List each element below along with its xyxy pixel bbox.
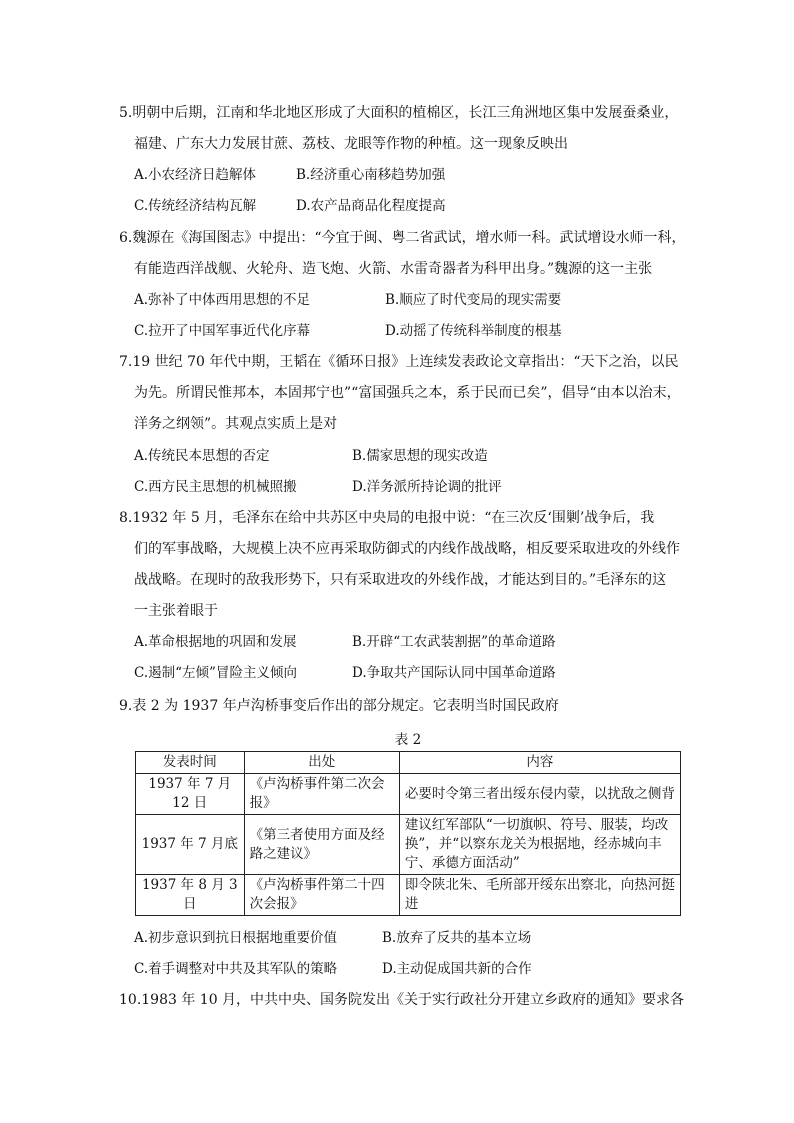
q9-stem-line-1: 9.表 2 为 1937 年卢沟桥事变后作出的部分规定。它表明当时国民政府 (119, 698, 559, 714)
q6-option-b: B.顺应了时代变局的现实需要 (385, 292, 562, 308)
q8-option-a: A.革命根据地的巩固和发展 (134, 634, 297, 650)
table-header-row (136, 752, 681, 774)
q8-stem-line-3: 战战略。在现时的敌我形势下，只有采取进攻的外线作战，才能达到目的。”毛泽东的这 (134, 572, 667, 588)
q8-option-c: C.遏制“左倾”冒险主义倾向 (134, 665, 297, 681)
cell-source: 《卢沟桥事件第二十四次会报》 (244, 875, 399, 916)
q8-stem-line-1: 8.1932 年 5 月，毛泽东在给中共苏区中央局的电报中说：“在三次反‘围剿’战争后，我 (119, 510, 655, 526)
q5-option-a: A.小农经济日趋解体 (134, 167, 257, 183)
table-row (136, 815, 681, 875)
cell-date: 1937 年 7 月 12 日 (136, 774, 245, 815)
q8-option-d: D.争取共产国际认同中国革命道路 (352, 665, 556, 681)
q7-option-b: B.儒家思想的现实改造 (352, 448, 488, 464)
q6-stem-line-1: 6.魏源在《海国图志》中提出：“今宜于闽、粤二省武试，增水师一科。武试增设水师一科， (119, 230, 686, 246)
table-caption: 表 2 (394, 732, 422, 748)
q5-option-b: B.经济重心南移趋势加强 (296, 167, 446, 183)
q5-option-c: C.传统经济结构瓦解 (134, 198, 257, 214)
q9-option-a: A.初步意识到抗日根据地重要价值 (134, 930, 338, 946)
q7-option-c: C.西方民主思想的机械照搬 (134, 479, 297, 495)
q9-option-d: D.主动促成国共新的合作 (382, 961, 532, 977)
q10-stem-line-1: 10.1983 年 10 月，中共中央、国务院发出《关于实行政社分开建立乡政府的通知》要求各 (119, 992, 685, 1008)
header-source: 出处 (244, 752, 399, 774)
q5-stem-line-1: 5.明朝中后期，江南和华北地区形成了大面积的植棉区，长江三角洲地区集中发展蚕桑业， (119, 105, 679, 121)
q9-option-c: C.着手调整对中共及其军队的策略 (134, 961, 338, 977)
q6-option-c: C.拉开了中国军事近代化序幕 (134, 323, 311, 339)
cell-content: 必要时令第三者出绥东侵内蒙，以扰敌之侧背 (399, 774, 680, 815)
header-date: 发表时间 (136, 752, 245, 774)
q6-option-a: A.弥补了中体西用思想的不足 (134, 292, 311, 308)
q7-option-a: A.传统民本思想的否定 (134, 448, 270, 464)
q5-stem-line-2: 福建、广东大力发展甘蔗、荔枝、龙眼等作物的种植。这一现象反映出 (134, 136, 568, 152)
table-row (136, 875, 681, 916)
q7-stem-line-3: 洋务之纲领”。其观点实质上是对 (134, 416, 338, 432)
q7-stem-line-1: 7.19 世纪 70 年代中期，王韬在《循环日报》上连续发表政论文章指出：“天下之治，以民 (119, 354, 679, 370)
cell-date: 1937 年 8 月 3 日 (136, 875, 245, 916)
q6-option-d: D.动摇了传统科举制度的根基 (385, 323, 562, 339)
cell-content: 建议红军部队“一切旗帜、符号、服装，均改换”，并“以察东龙关为根据地，经赤城向丰宁、承德方面活动” (399, 815, 680, 875)
q5-option-d: D.农产品商品化程度提高 (296, 198, 446, 214)
header-content: 内容 (399, 752, 680, 774)
q8-option-b: B.开辟“工农武装割据”的革命道路 (352, 634, 556, 650)
q8-stem-line-2: 们的军事战略，大规模上决不应再采取防御式的内线作战战略，相反要采取进攻的外线作 (134, 541, 680, 557)
q8-stem-line-4: 一主张着眼于 (134, 603, 218, 619)
cell-date: 1937 年 7 月底 (136, 815, 245, 875)
q6-stem-line-2: 有能造西洋战舰、火轮舟、造飞炮、火箭、水雷奇器者为科甲出身。”魏源的这一主张 (134, 261, 653, 277)
cell-content: 即令陕北朱、毛所部开绥东出察北，向热河挺进 (399, 875, 680, 916)
q9-option-b: B.放弃了反共的基本立场 (382, 930, 532, 946)
table-row (136, 774, 681, 815)
cell-source: 《卢沟桥事件第二次会报》 (244, 774, 399, 815)
q7-stem-line-2: 为先。所谓民惟邦本，本固邦宁也”“富国强兵之本，系于民而已矣”，倡导“由本以治末， (134, 385, 681, 401)
data-table (135, 751, 681, 916)
cell-source: 《第三者使用方面及经路之建议》 (244, 815, 399, 875)
q7-option-d: D.洋务派所持论调的批评 (352, 479, 502, 495)
